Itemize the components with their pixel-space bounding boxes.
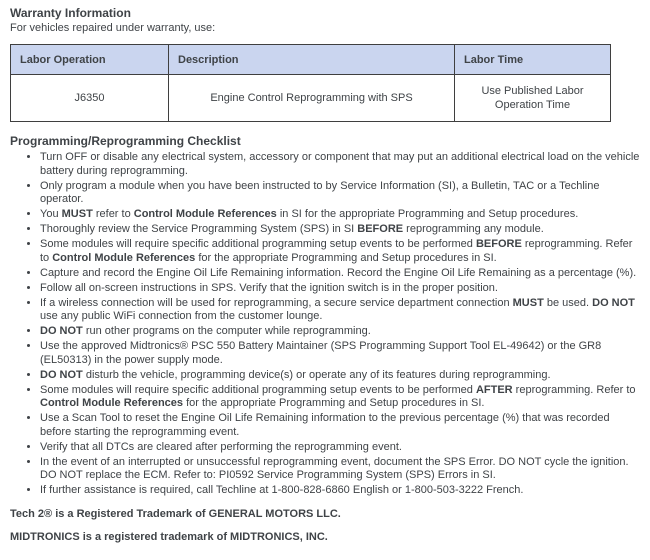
checklist-item: • Verify that all DTCs are cleared after performing the reprogramming event. <box>40 441 642 455</box>
checklist-item: • Turn OFF or disable any electrical system, accessory or component that may put an additional electrical load on the vehicle battery during reprogramming. <box>40 151 642 178</box>
cell-labor-time: Use Published Labor Operation Time <box>455 75 611 122</box>
checklist-item: • Capture and record the Engine Oil Life Remaining information. Record the Engine Oil Life Remaining as a percentage (%). <box>40 267 642 281</box>
labor-table-row <box>11 75 611 122</box>
cell-labor-operation: J6350 <box>11 75 169 122</box>
warranty-labor-table <box>10 44 611 122</box>
checklist-item: • If a wireless connection will be used for reprogramming, a secure service department connection MUST be used. DO NOT use any public WiFi connection from the customer lounge. <box>40 297 642 324</box>
checklist-item: • Some modules will require specific additional programming setup events to be performed BEFORE reprogramming. Refer to Control Module References for the appropriate Programming and Setup procedures in SI. <box>40 238 642 265</box>
checklist-item: • In the event of an interrupted or unsuccessful reprogramming event, document the SPS Error. DO NOT cycle the ignition. DO NOT replace the ECM. Refer to: PI0592 Service Programming System (SPS) Errors in SI. <box>40 456 642 483</box>
column-header-labor-time: Labor Time <box>455 45 611 75</box>
checklist-item: • Some modules will require specific additional programming setup events to be performed AFTER reprogramming. Refer to Control Module References for the appropriate Programming and Setup procedures in SI. <box>40 384 642 411</box>
checklist-heading: Programming/Reprogramming Checklist <box>10 134 241 148</box>
midtronics-trademark-line: MIDTRONICS is a registered trademark of MIDTRONICS, INC. <box>10 530 328 543</box>
warranty-heading: Warranty Information <box>10 6 131 20</box>
labor-table-header-row <box>11 45 611 75</box>
checklist-item: • DO NOT disturb the vehicle, programming device(s) or operate any of its features during reprogramming. <box>40 369 642 383</box>
checklist-item: • DO NOT run other programs on the computer while reprogramming. <box>40 325 642 339</box>
checklist-item: • Use a Scan Tool to reset the Engine Oil Life Remaining information to the previous percentage (%) that was recorded before starting the reprogramming event. <box>40 412 642 439</box>
warranty-intro: For vehicles repaired under warranty, use: <box>10 22 216 34</box>
checklist-item: • Thoroughly review the Service Programming System (SPS) in SI BEFORE reprogramming any module. <box>40 223 642 237</box>
checklist-item: • Follow all on-screen instructions in SPS. Verify that the ignition switch is in the proper position. <box>40 282 642 296</box>
column-header-labor-operation: Labor Operation <box>11 45 169 75</box>
tech2-trademark-line: Tech 2® is a Registered Trademark of GENERAL MOTORS LLC. <box>10 507 341 520</box>
cell-description: Engine Control Reprogramming with SPS <box>169 75 455 122</box>
checklist-item: • You MUST refer to Control Module References in SI for the appropriate Programming and Setup procedures. <box>40 208 642 222</box>
checklist-item: • Only program a module when you have been instructed to by Service Information (SI), a Bulletin, TAC or a Techline operator. <box>40 180 642 207</box>
column-header-description: Description <box>169 45 455 75</box>
checklist-item: • If further assistance is required, call Techline at 1-800-828-6860 English or 1-800-503-3222 French. <box>40 484 642 498</box>
checklist-item: • Use the approved Midtronics® PSC 550 Battery Maintainer (SPS Programming Support Tool EL-49642) or the GR8 (EL50313) in the power supply mode. <box>40 340 642 367</box>
reprogramming-checklist <box>10 151 642 498</box>
